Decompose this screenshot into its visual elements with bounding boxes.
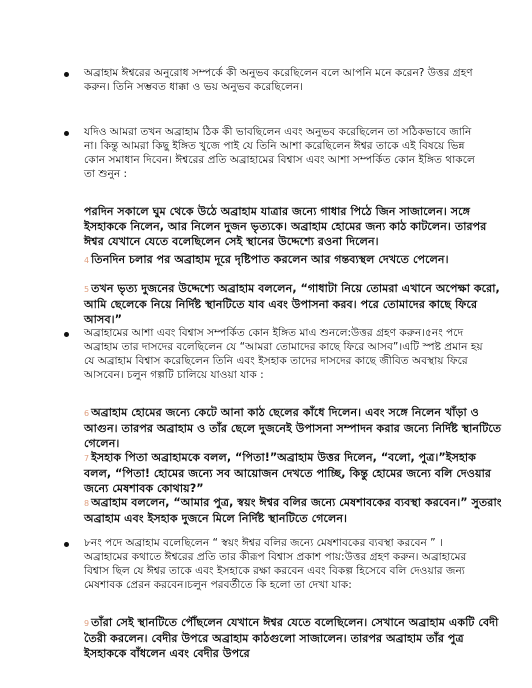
verse-number: 7 bbox=[84, 454, 90, 463]
scripture-text: তখন ভৃত্য দুজনের উদ্দেশ্যে অব্রাহাম বললেন, “গাধাটা নিয়ে তোমরা এখানে অপেক্ষা করো, আমি ছেলেকে নিয়ে নির্দিষ্ট স্থানটিতে যাব এবং উপাসনা করব। পরে তোমাদের কাছে ফিরে আসব।” bbox=[84, 282, 500, 326]
scripture-text: তাঁরা সেই স্থানটিতে পৌঁছলেন যেখানে ঈশ্বর যেতে বলেছিলেন। সেখানে অব্রাহাম একটি বেদী তৈরী করলেন। বেদীর উপরে অব্রাহাম কাঠগুলো সাজালেন। তারপর অব্রাহাম তাঁর পুত্র ইসহাককে বাঁধলেন এবং বেদীর উপরে bbox=[84, 616, 499, 660]
bullet-marker bbox=[64, 332, 69, 337]
scripture-text: তিনদিন চলার পর অব্রাহাম দূরে দৃষ্টিপাত করলেন আর গন্তব্যস্থল দেখতে পেলেন। bbox=[91, 253, 449, 266]
question-bullet-1 bbox=[84, 66, 484, 94]
verse-number: 5 bbox=[84, 285, 90, 294]
verse-number: 9 bbox=[84, 619, 90, 628]
verse-number: 4 bbox=[84, 256, 90, 265]
scripture-text: অব্রাহাম বললেন, “আমার পুত্র, স্বয়ং ঈশ্বর বলির জন্যে মেষশাবকের ব্যবস্থা করবেন।” সুতরাং অব্রাহাম এবং ইসহাক দুজনে মিলে নির্দিষ্ট স্থানটিতে গেলেন। bbox=[84, 496, 502, 525]
question-bullet-2 bbox=[84, 125, 484, 181]
bullet-marker bbox=[64, 542, 69, 547]
verse-number: 6 bbox=[84, 409, 90, 418]
verse-number: 8 bbox=[84, 499, 90, 508]
bullet-marker bbox=[64, 131, 69, 136]
scripture-verse-4 bbox=[84, 252, 504, 268]
question-text: অব্রাহাম ঈশ্বরের অনুরোধ সম্পর্কে কী অনুভব করেছিলেন বলে আপনি মনে করেন? উত্তর গ্রহণ করুন। তিনি সম্ভবত ধাক্কা ও ভয় অনুভব করেছিলেন। bbox=[84, 67, 473, 93]
scripture-paragraph-1 bbox=[84, 204, 504, 249]
scripture-verse-7 bbox=[84, 450, 504, 496]
bullet-marker bbox=[64, 72, 69, 77]
scripture-verse-6 bbox=[84, 405, 504, 451]
question-text: ৮নং পদে অব্রাহাম বলেছিলেন “ স্বয়ং ঈশ্বর বলির জন্যে মেষশাবকের ব্যবস্থা করবেন ” । অব্রাহামের কথাতে ঈশ্বরের প্রতি তার কীরূপ বিশ্বাস প্রকাশ পায়:উত্তর গ্রহণ করুন। অব্রাহামের বিশ্বাস ছিল যে ঈশ্বর তাকে এবং ইসহাকে রক্ষা করবেন এবং বিকল্প হিসেবে বলি দেওয়ার জন্য মেষশাবক প্রেরন করবেন।চলুন পরবর্তীতে কি হলো তা দেখা যাক: bbox=[84, 537, 467, 591]
scripture-verse-5 bbox=[84, 281, 504, 327]
scripture-text: ইসহাক পিতা অব্রাহামকে বলল, “পিতা!”অব্রাহাম উত্তর দিলেন, “বলো, পুত্র।”ইসহাক বলল, “পিতা! হোমের জন্যে সব আয়োজন দেখতে পাচ্ছি, কিন্তু হোমের জন্যে বলি দেওয়ার জন্যে মেষশাবক কোথায়?” bbox=[84, 451, 492, 495]
scripture-verse-9 bbox=[84, 615, 504, 661]
scripture-text: অব্রাহাম হোমের জন্যে কেটে আনা কাঠ ছেলের কাঁধে দিলেন। এবং সঙ্গে নিলেন খাঁড়া ও আগুন। তারপর অব্রাহাম ও তাঁর ছেলে দুজনেই উপাসনা সম্পাদন করার জন্যে নির্দিষ্ট স্থানটিতে গেলেন। bbox=[84, 406, 502, 450]
question-text: যদিও আমরা তখন অব্রাহাম ঠিক কী ভাবছিলেন এবং অনুভব করেছিলেন তা সঠিকভাবে জানি না। কিন্তু আমরা কিছু ইঙ্গিত খুজে পাই যে তিনি আশা করেছিলেন ঈশ্বর তাকে এই বিষয়ে ভিন্ন কোন সমাধান দিবেন। ঈশ্বরের প্রতি অব্রাহামের বিশ্বাস এবং আশা সম্পর্কিত কোন ইঙ্গিত থাকলে তা শুনুন : bbox=[84, 126, 475, 180]
scripture-verse-8 bbox=[84, 495, 504, 526]
scripture-text: পরদিন সকালে ঘুম থেকে উঠে অব্রাহাম যাত্রার জন্যে গাধার পিঠে জিন সাজালেন। সঙ্গে ইসহাককে নিলেন, আর নিলেন দুজন ভৃত্যকে। অব্রাহাম হোমের জন্য কাঠ কাটলেন। তারপর ঈশ্বর যেখানে যেতে বলেছিলেন সেই স্থানের উদ্দেশ্যে রওনা দিলেন। bbox=[84, 205, 487, 248]
question-text: অব্রাহামের আশা এবং বিশ্বাস সম্পর্কিত কোন ইঙ্গিত মাএ শুনলে:উত্তর গ্রহণ করুন।৫নং পদে অব্রাহাম তার দাসদের বলেছিলেন যে “আমরা তোমাদের কাছে ফিরে আসব”।এটি স্পষ্ট প্রমান হয় যে অব্রাহাম বিশ্বাস করেছিলেন তিনি এবং ইসহাক তাদের দাসদের কাছে জীবিত অবস্থায় ফিরে আসবেন। চলুন গল্পটি চালিয়ে যাওয়া যাক : bbox=[84, 327, 483, 381]
question-bullet-4 bbox=[84, 536, 484, 592]
question-bullet-3 bbox=[84, 326, 484, 382]
